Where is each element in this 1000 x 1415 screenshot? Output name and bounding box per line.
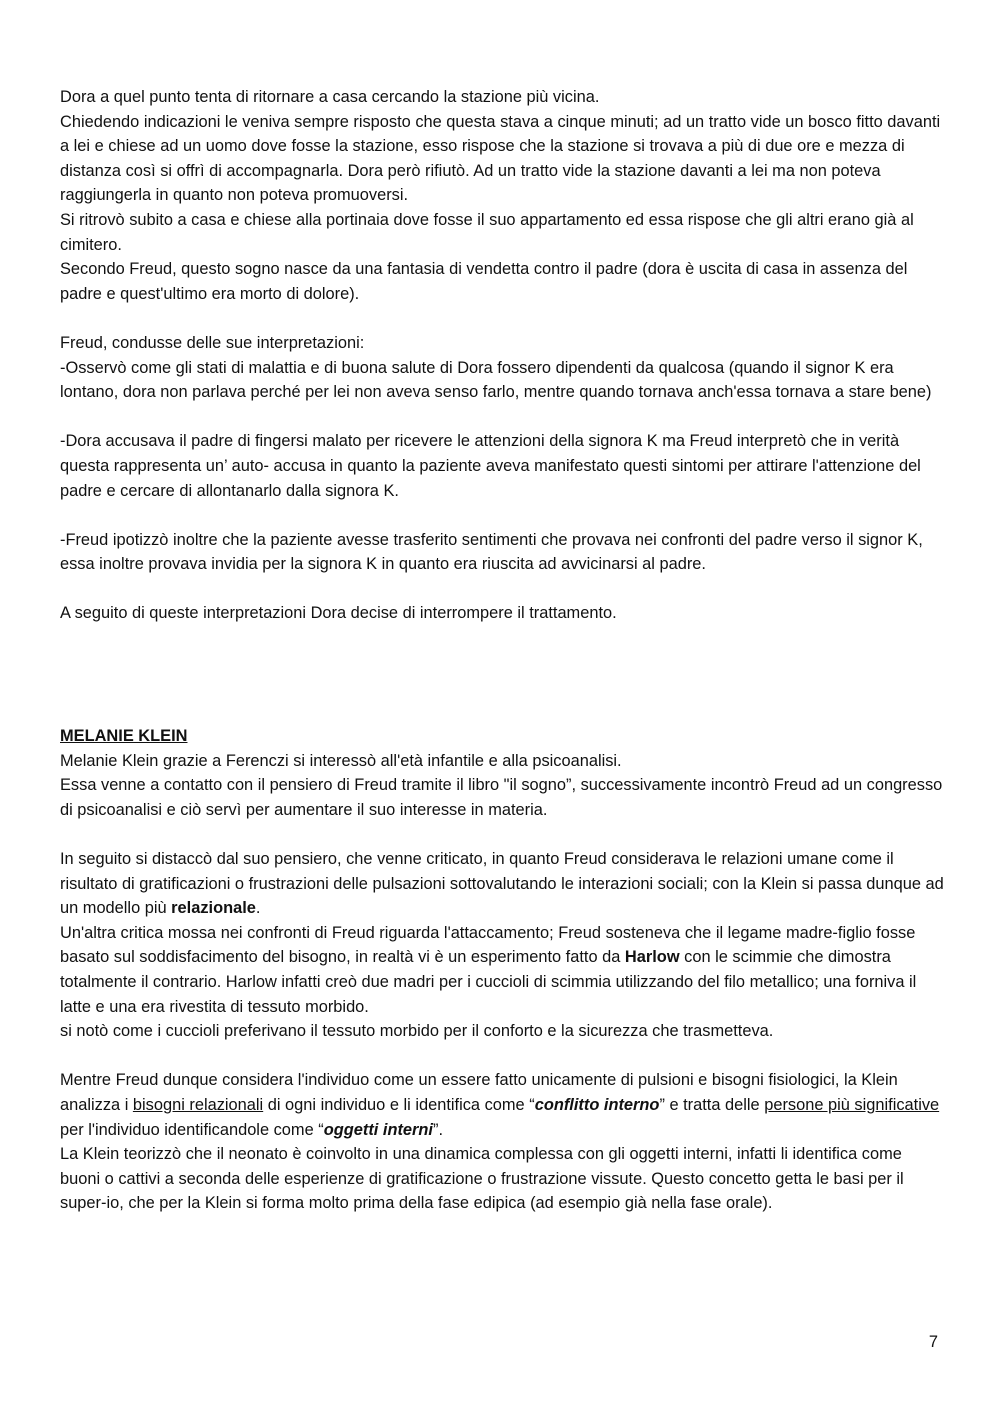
spacer [60, 1044, 945, 1069]
paragraph: Freud, condusse delle sue interpretazioni: [60, 333, 365, 352]
paragraph: Secondo Freud, questo sogno nasce da una fantasia di vendetta contro il padre (dora è uscita di casa in assenza del padre e quest'ultimo era morto di dolore). [60, 260, 908, 303]
paragraph: Chiedendo indicazioni le veniva sempre risposto che questa stava a cinque minuti; ad un tratto vide un bosco fitto davanti a lei e chiese ad un uomo dove fosse la stazione, esso rispose che la stazione si trovava a più di due ore e mezza di distanza così si offrì di accompagnarla. Dora però rifiutò. Ad un tratto vide la stazione davanti a lei ma non poteva raggiungerla in quanto non poteva promuoversi. [60, 112, 941, 205]
spacer [60, 503, 945, 528]
spacer [60, 822, 945, 847]
text-run: ” e tratta delle [659, 1095, 765, 1114]
text-run: ”. [432, 1120, 443, 1139]
underlined-term: bisogni relazionali [132, 1095, 264, 1114]
paragraph: La Klein teorizzò che il neonato è coinvolto in una dinamica complessa con gli oggetti interni, infatti li identifica come buoni o cattivi a seconda delle esperienze di gratificazione o frustrazione vissute. Questo concetto getta le basi per il super-io, che per la Klein si forma molto prima della fase edipica (ad esempio già nella fase orale). [60, 1145, 904, 1213]
bold-term: relazionale [171, 899, 256, 918]
paragraph: Essa venne a contatto con il pensiero di Freud tramite il libro "il sogno”, successivamente incontrò Freud ad un congresso di psicoanalisi e ciò servì per aumentare il suo interesse in materia. [60, 776, 943, 819]
spacer [60, 306, 945, 331]
text-run: In seguito si distaccò dal suo pensiero, che venne criticato, in quanto Freud considerava le relazioni umane come il risultato di gratificazioni o frustrazioni delle pulsazioni sottovalutando le interazioni sociali; con la Klein si passa dunque ad un modello più [60, 850, 944, 918]
bold-italic-term: conflitto interno [534, 1095, 660, 1114]
paragraph [60, 1068, 945, 1142]
paragraph: -Osservò come gli stati di malattia e di buona salute di Dora fossero dipendenti da qualcosa (quando il signor K era lontano, dora non parlava perché per lei non aveva senso farlo, mentre quando tornava anch'essa tornava a stare bene) [60, 358, 932, 402]
text-run: con le scimmie che dimostra totalmente il contrario. Harlow infatti creò due madri per i cuccioli di scimmia utilizzando del filo metallico; una forniva il latte e una era rivestita di tessuto morbido. [60, 948, 917, 1016]
page-number: 7 [928, 1333, 938, 1351]
text-run: per l'individuo identificandole come “ [60, 1120, 324, 1139]
paragraph: Melanie Klein grazie a Ferenczi si interessò all'età infantile e alla psicoanalisi. [60, 751, 622, 770]
paragraph: -Dora accusava il padre di fingersi malato per ricevere le attenzioni della signora K ma Freud interpretò che in verità questa rappresenta un’ auto- accusa in quanto la paziente aveva manifestato questi sintomi per attirare l'attenzione del padre e cercare di allontanarlo dalla signora K. [60, 432, 921, 500]
spacer [60, 626, 945, 724]
bold-term: Harlow [624, 948, 680, 967]
text-run: . [255, 899, 261, 918]
spacer [60, 405, 945, 430]
text-run: Un'altra critica mossa nei confronti di Freud riguarda l'attaccamento; Freud sosteneva che il legame madre-figlio fosse basato sul soddisfacimento del bisogno, in realtà vi è un esperimento fatto da [60, 923, 916, 967]
paragraph: A seguito di queste interpretazioni Dora decise di interrompere il trattamento. [60, 604, 617, 623]
paragraph: -Freud ipotizzò inoltre che la paziente avesse trasferito sentimenti che provava nei confronti del padre verso il signor K, essa inoltre provava invidia per la signora K in quanto era riuscita ad avvicinarsi al padre. [60, 530, 923, 574]
text-run: Mentre Freud dunque considera l'individuo come un essere fatto unicamente di pulsioni e bisogni fisiologici, la Klein analizza i [60, 1071, 898, 1114]
paragraph [60, 847, 945, 921]
section-heading: MELANIE KLEIN [60, 727, 188, 746]
spacer [60, 577, 945, 602]
page-content [60, 85, 945, 1216]
underlined-term: persone più significative [764, 1095, 940, 1114]
paragraph [60, 921, 945, 1019]
paragraph: Dora a quel punto tenta di ritornare a casa cercando la stazione più vicina. [60, 88, 600, 106]
paragraph: si notò come i cuccioli preferivano il tessuto morbido per il conforto e la sicurezza che trasmetteva. [60, 1022, 774, 1041]
paragraph: Si ritrovò subito a casa e chiese alla portinaia dove fosse il suo appartamento ed essa rispose che gli altri erano già al cimitero. [60, 210, 914, 254]
bold-italic-term: oggetti interni [323, 1120, 433, 1139]
text-run: di ogni individuo e li identifica come “ [263, 1095, 535, 1114]
